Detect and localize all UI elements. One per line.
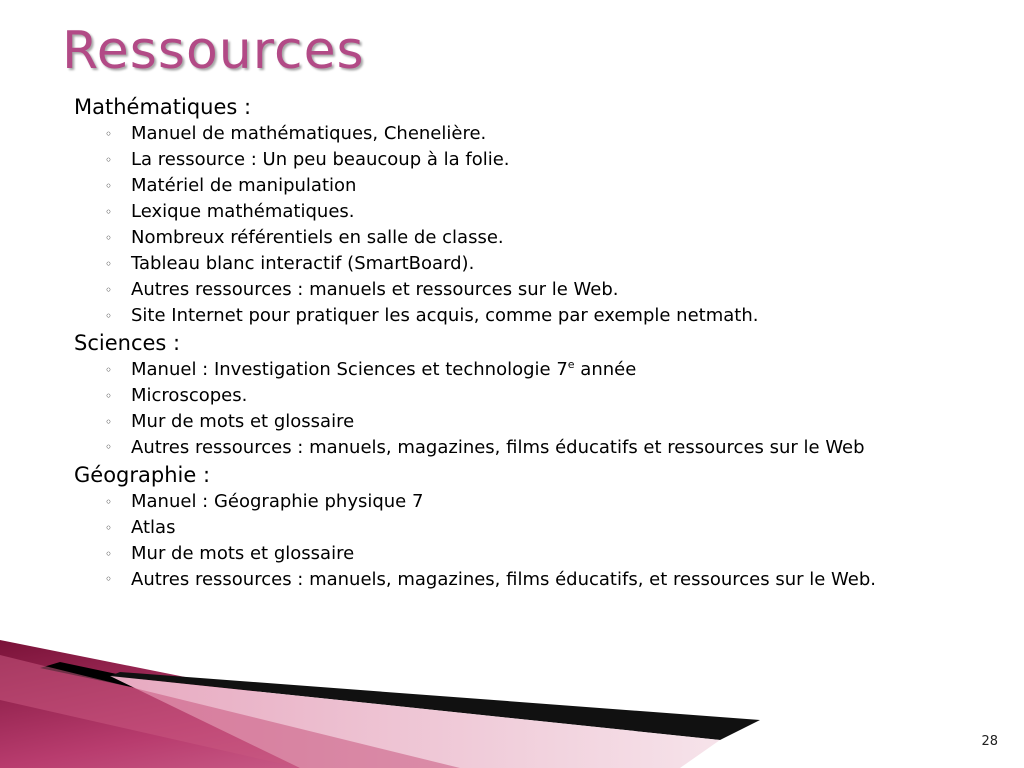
list-item: ◦ Microscopes. — [74, 383, 994, 409]
list-item: ◦ Atlas — [74, 515, 994, 541]
bullet-circle-icon: ◦ — [105, 127, 113, 141]
list-item: ◦ Mur de mots et glossaire — [74, 409, 994, 435]
section-mathematiques — [74, 93, 994, 329]
bullet-circle-icon: ◦ — [105, 521, 113, 535]
bullet-list — [74, 489, 994, 593]
bullet-circle-icon: ◦ — [105, 205, 113, 219]
bullet-circle-icon: ◦ — [105, 495, 113, 509]
bullet-circle-icon: ◦ — [105, 283, 113, 297]
list-item: ◦ Manuel de mathématiques, Chenelière. — [74, 121, 994, 147]
list-item: ◦ Autres ressources : manuels, magazines, films éducatifs et ressources sur le Web — [105, 437, 865, 458]
section-heading: Mathématiques : — [74, 95, 252, 119]
bullet-circle-icon: ◦ — [105, 153, 113, 167]
list-item: ◦ Tableau blanc interactif (SmartBoard). — [74, 251, 994, 277]
list-item: ◦ Nombreux référentiels en salle de classe. — [74, 225, 994, 251]
bullet-circle-icon: ◦ — [105, 389, 113, 403]
list-item: ◦ Lexique mathématiques. — [74, 199, 994, 225]
section-geographie — [74, 461, 994, 593]
list-item: ◦ Matériel de manipulation — [74, 173, 994, 199]
section-heading: Sciences : — [74, 331, 181, 355]
bullet-circle-icon: ◦ — [105, 547, 113, 561]
list-item: ◦ Mur de mots et glossaire — [74, 541, 994, 567]
slide-title: Ressources — [62, 21, 365, 81]
list-item: ◦ Site Internet pour pratiquer les acquis, comme par exemple netmath. — [74, 303, 994, 329]
bullet-list — [74, 357, 994, 461]
bullet-circle-icon: ◦ — [105, 257, 113, 271]
bullet-circle-icon: ◦ — [105, 231, 113, 245]
list-item: ◦ Manuel : Géographie physique 7 — [74, 489, 994, 515]
section-sciences — [74, 329, 994, 461]
list-item: ◦ Autres ressources : manuels, magazines, films éducatifs, et ressources sur le Web. — [105, 569, 877, 590]
list-item: ◦ La ressource : Un peu beaucoup à la folie. — [74, 147, 994, 173]
bullet-circle-icon: ◦ — [105, 363, 113, 377]
list-item: ◦ Manuel : Investigation Sciences et technologie 7e année — [74, 357, 994, 383]
bullet-list — [74, 121, 994, 329]
bullet-circle-icon: ◦ — [105, 415, 113, 429]
section-heading: Géographie : — [74, 463, 211, 487]
page-number: 28 — [981, 734, 998, 749]
list-item: ◦ Autres ressources : manuels et ressources sur le Web. — [74, 277, 994, 303]
bullet-circle-icon: ◦ — [105, 440, 113, 454]
bullet-circle-icon: ◦ — [105, 572, 113, 586]
bullet-circle-icon: ◦ — [105, 309, 113, 323]
slide-content — [74, 93, 994, 593]
bullet-circle-icon: ◦ — [105, 179, 113, 193]
